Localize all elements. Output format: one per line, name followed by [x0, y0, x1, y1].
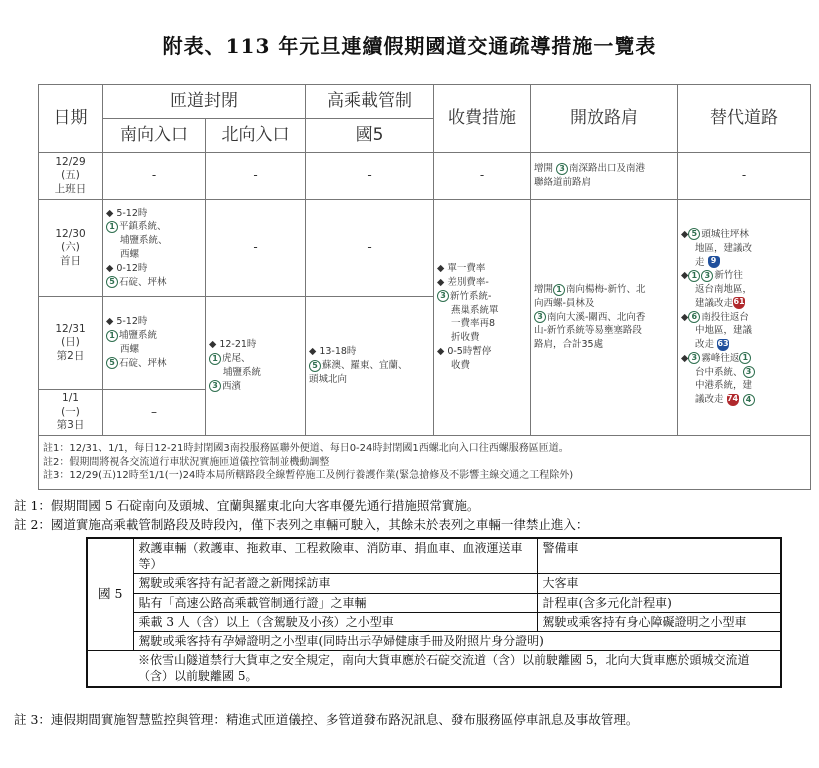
hov-1230: -: [306, 200, 434, 297]
hov-location: 頭城北向: [309, 373, 348, 385]
header-toll: 收費措施: [434, 85, 531, 153]
freeway-3-icon: 3: [556, 163, 568, 175]
closure-ramp: 西濱: [222, 380, 242, 392]
date-cell-0101: [39, 390, 103, 436]
route-label: 國 5: [87, 538, 133, 651]
alternate-text: 霧峰往返: [701, 352, 740, 364]
hov-time: ◆ 13-18時: [309, 346, 357, 358]
alternate-1229: -: [678, 153, 811, 200]
toll-line: ◆ 差別費率-: [437, 277, 489, 289]
closure-ramp: 平鎮系統、: [119, 221, 167, 233]
shoulder-text: 聯絡道前路肩: [534, 177, 592, 188]
freeway-3-icon: 3: [209, 380, 221, 392]
table-note: 註1：12/31、1/1，每日12-21時封閉國3南投服務區聯外便道、每日0-24時封閉國1西螺北向入口往西螺服務區匝道。: [43, 443, 569, 455]
day-note-line: 上班日: [54, 182, 87, 195]
route-63-shield-icon: 63: [717, 339, 729, 351]
date-line: 12/31: [55, 322, 86, 335]
header-south-entry: 南向入口: [103, 119, 206, 153]
date-line: 1/1: [62, 392, 79, 404]
weekday-line: (五): [61, 169, 80, 182]
closure-ramp: 埔鹽系統、: [120, 235, 168, 247]
freeway-1-icon: 1: [209, 353, 221, 365]
north-entry-1229: -: [206, 153, 306, 200]
south-entry-1231: [103, 297, 206, 390]
closure-ramp: 埔鹽系統: [119, 330, 158, 342]
weekday-line: (日): [61, 336, 80, 349]
weekday-line: (一): [61, 405, 80, 418]
freeway-5-icon: 5: [106, 357, 118, 369]
allowed-vehicle: 計程車(含多元化計程車): [537, 593, 781, 612]
route-9-shield-icon: 9: [708, 256, 720, 268]
date-cell-1230: [39, 200, 103, 297]
alternate-text: 中地區，建議: [695, 325, 753, 337]
date-cell-1229: [39, 153, 103, 200]
table-note: 註2：假期間將視各交流道行車狀況實施匝道儀控管制並機動調整: [43, 456, 330, 468]
alternate-text: 中港系統，建: [695, 380, 753, 392]
route-74-shield-icon: 74: [727, 394, 739, 406]
freeway-3-icon: 3: [743, 366, 755, 378]
bullet: ◆: [681, 352, 689, 364]
note-2: 註 2：國道實施高乘載管制路段及時段內，僅下表列之車輛可駛入，其餘未於表列之車輛一律禁止進入：: [14, 517, 589, 532]
toll-line: ◆ 0-5時暫停: [437, 345, 492, 357]
header-hov: 高乘載管制: [306, 85, 434, 119]
day-note-line: 首日: [60, 254, 81, 267]
closure-ramp: 虎尾、: [222, 353, 251, 365]
freeway-1-icon: 1: [553, 284, 565, 296]
freeway-3-icon: 3: [437, 290, 449, 302]
freeway-6-icon: 6: [688, 311, 700, 323]
header-date: 日期: [39, 85, 103, 153]
allowed-vehicle: 駕駛或乘客持有身心障礙證明之小型車: [537, 612, 781, 631]
bullet: ◆: [681, 270, 689, 282]
note-3: 註 3：連假期間實施智慧監控與管理：精進式匝道儀控、多管道發布路況訊息、發布服務區停車訊息及事故管理。: [14, 712, 639, 727]
toll-line: 新竹系統-: [450, 290, 492, 302]
shoulder-text: 南向楊梅-新竹、北: [566, 284, 646, 296]
freeway-1-icon: 1: [739, 352, 751, 364]
freeway-4-icon: 4: [743, 394, 755, 406]
allowed-vehicle: 貼有「高速公路高乘載管制通行證」之車輛: [133, 593, 537, 612]
south-entry-1230: [103, 200, 206, 297]
freeway-5-icon: 5: [688, 228, 700, 240]
freeway-5-icon: 5: [106, 276, 118, 288]
empty-cell: [87, 651, 133, 687]
date-line: 12/30: [55, 227, 86, 240]
allowed-vehicle: 警備車: [537, 538, 781, 574]
note-1: 註 1：假期間國 5 石碇南向及頭城、宜蘭與羅東北向大客車優先通行措施照常實施。: [14, 498, 480, 513]
south-entry-0101: –: [103, 390, 206, 436]
freeway-3-icon: 3: [688, 352, 700, 364]
day-note-line: 第2日: [56, 349, 85, 362]
toll-line: 燕巢系統單: [451, 304, 499, 316]
closure-time: ◆ 5-12時: [106, 316, 148, 328]
shoulder-text: 向西螺-員林及: [534, 297, 595, 309]
freeway-1-icon: 1: [688, 270, 700, 282]
closure-time: ◆ 0-12時: [106, 262, 148, 274]
alternate-text: 走: [695, 256, 705, 268]
header-north-entry: 北向入口: [206, 119, 306, 153]
alternate-text: 新竹往: [714, 270, 743, 282]
shoulder-text: 南向大溪-關西、北向香: [547, 311, 646, 323]
hov-location: 蘇澳、羅東、宜蘭、: [322, 360, 408, 372]
closure-ramp: 石碇、坪林: [119, 357, 167, 369]
alternate-text: 台中系統、: [695, 366, 743, 378]
allowed-vehicle: 救護車輛（救護車、拖救車、工程救險車、消防車、捐血車、血液運送車等）: [133, 538, 537, 574]
alternate-text: 地區，建議改: [695, 242, 753, 254]
alternate-text: 返台南地區，: [695, 284, 753, 296]
header-ramp-closure: 匝道封閉: [103, 85, 306, 119]
date-cell-1231: [39, 297, 103, 390]
alternate-text: 建議改走: [695, 297, 734, 309]
toll-line: 折收費: [451, 332, 480, 344]
shoulder-text: 增開: [534, 284, 554, 296]
header-shoulder: 開放路肩: [531, 85, 678, 153]
closure-time: ◆ 12-21時: [209, 339, 257, 351]
header-alternate: 替代道路: [678, 85, 811, 153]
bullet: ◆: [681, 228, 689, 240]
page-title: 附表、113 年元旦連續假期國道交通疏導措施一覽表: [162, 34, 657, 58]
date-line: 12/29: [55, 155, 86, 168]
hov-1229: -: [306, 153, 434, 200]
shoulder-text: 山-新竹系統等易壅塞路段: [534, 325, 642, 337]
bullet: ◆: [681, 311, 689, 323]
closure-ramp: 西螺: [120, 249, 140, 260]
freeway-1-icon: 1: [106, 330, 118, 342]
alternate-routes: [678, 200, 811, 436]
shoulder-text: 增開: [534, 163, 554, 175]
shoulder-measures: [531, 200, 678, 436]
day-note-line: 第3日: [56, 419, 85, 432]
allowed-vehicle: 駕駛或乘客持有孕婦證明之小型車(同時出示孕婦健康手冊及附照片身分證明): [133, 631, 781, 650]
toll-line: 一費率再8: [451, 318, 496, 330]
toll-measures: [434, 200, 531, 436]
shoulder-text: 南深路出口及南港: [569, 163, 646, 175]
weekday-line: (六): [61, 241, 80, 254]
alternate-text: 頭城往坪林: [701, 228, 749, 240]
header-hov-route: 國5: [306, 119, 434, 153]
allowed-vehicle: 大客車: [537, 574, 781, 593]
allowed-vehicle: 駕駛或乘客持有記者證之新聞採訪車: [133, 574, 537, 593]
freeway-3-icon: 3: [701, 270, 713, 282]
toll-line: ◆ 單一費率: [437, 263, 486, 275]
table-note: 註3：12/29(五)12時至1/1(一)24時本局所轄路段全線暫停施工及例行養護作業(緊急搶修及不影響主線交通之工程除外): [43, 470, 574, 482]
closure-ramp: 埔鹽系統: [223, 366, 262, 378]
toll-1229: -: [434, 153, 531, 200]
freeway-3-icon: 3: [534, 311, 546, 323]
closure-time: ◆ 5-12時: [106, 207, 148, 219]
route-61-shield-icon: 61: [733, 297, 745, 309]
north-entry-1230: -: [206, 200, 306, 297]
south-entry-1229: -: [103, 153, 206, 200]
allowed-vehicle: 乘載 3 人（含）以上（含駕駛及小孩）之小型車: [133, 612, 537, 631]
freeway-5-icon: 5: [309, 360, 321, 372]
closure-ramp: 西螺: [120, 344, 140, 355]
freeway-1-icon: 1: [106, 221, 118, 233]
hov-1231: [306, 297, 434, 436]
alternate-text: 南投往返台: [701, 311, 749, 323]
alternate-text: 改走: [695, 339, 715, 351]
closure-ramp: 石碇、坪林: [119, 276, 167, 288]
shoulder-text: 路肩，合計35處: [534, 339, 604, 351]
truck-restriction-note: ※依雪山隧道禁行大貨車之安全規定，南向大貨車應於石碇交流道（含）以前駛離國 5，北向大貨車應於頭城交流道（含）以前駛離國 5。: [133, 651, 781, 687]
alternate-text: 議改走: [695, 394, 724, 406]
north-entry-1231: [206, 297, 306, 436]
shoulder-1229: [531, 153, 678, 200]
table-notes: [39, 435, 811, 489]
main-measures-table: [38, 84, 811, 490]
toll-line: 收費: [451, 359, 471, 371]
allowed-vehicles-table: [86, 537, 782, 688]
